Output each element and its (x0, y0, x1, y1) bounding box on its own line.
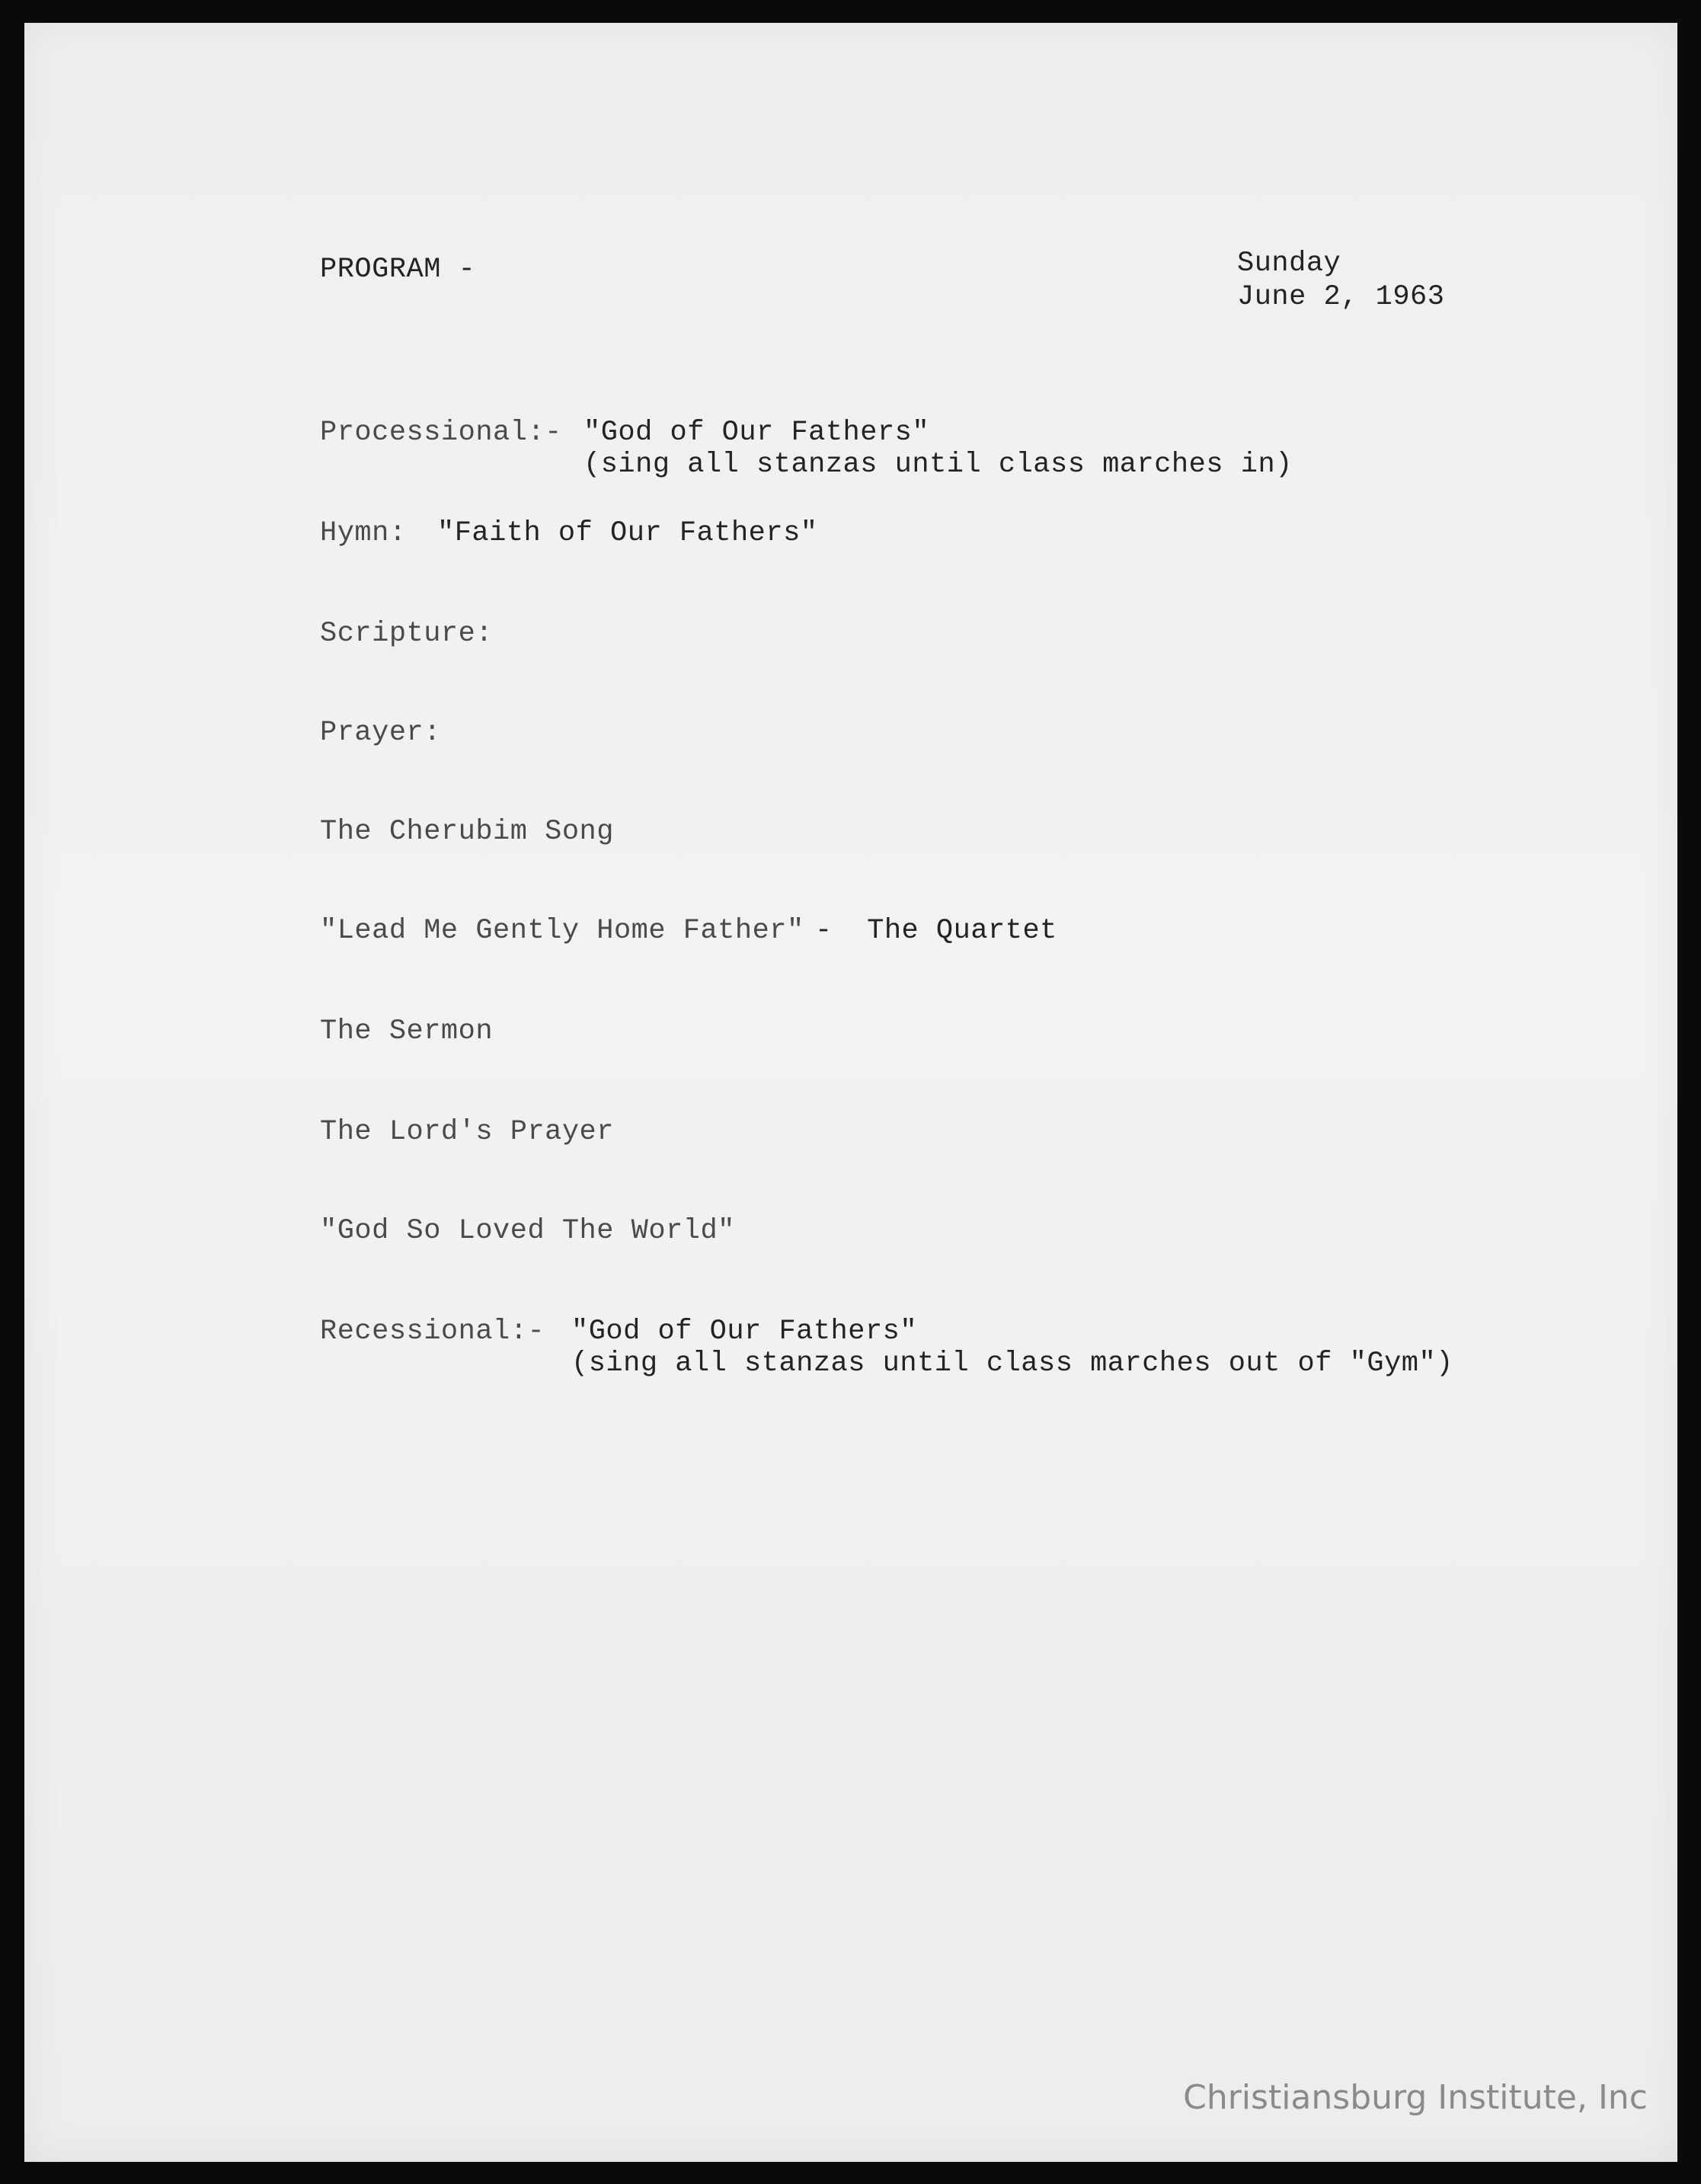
processional-note: (sing all stanzas until class marches in) (584, 449, 1293, 481)
scripture-label: Scripture: (320, 618, 494, 650)
processional-label: Processional:- (320, 417, 562, 449)
god-so-loved-label: "God So Loved The World" (320, 1215, 735, 1247)
prayer-label: Prayer: (320, 717, 441, 749)
cherubim-song: The Cherubim Song (320, 816, 614, 848)
program-label: PROGRAM - (320, 254, 476, 286)
document-page (24, 23, 1677, 2162)
quartet-performer: - The Quartet (815, 915, 1057, 947)
sermon-label: The Sermon (320, 1015, 494, 1047)
hymn-title: "Faith of Our Fathers" (437, 517, 818, 549)
hymn-label: Hymn: (320, 517, 407, 549)
quartet-song-title: "Lead Me Gently Home Father" (320, 915, 804, 947)
watermark: Christiansburg Institute, Inc (1183, 2078, 1648, 2117)
recessional-note: (sing all stanzas until class marches out of "Gym") (571, 1348, 1453, 1380)
day-label: Sunday (1237, 248, 1341, 280)
processional-title: "God of Our Fathers" (584, 417, 930, 449)
lords-prayer-label: The Lord's Prayer (320, 1116, 614, 1148)
date-label: June 2, 1963 (1237, 281, 1445, 313)
recessional-title: "God of Our Fathers" (571, 1316, 918, 1348)
recessional-label: Recessional:- (320, 1316, 545, 1348)
